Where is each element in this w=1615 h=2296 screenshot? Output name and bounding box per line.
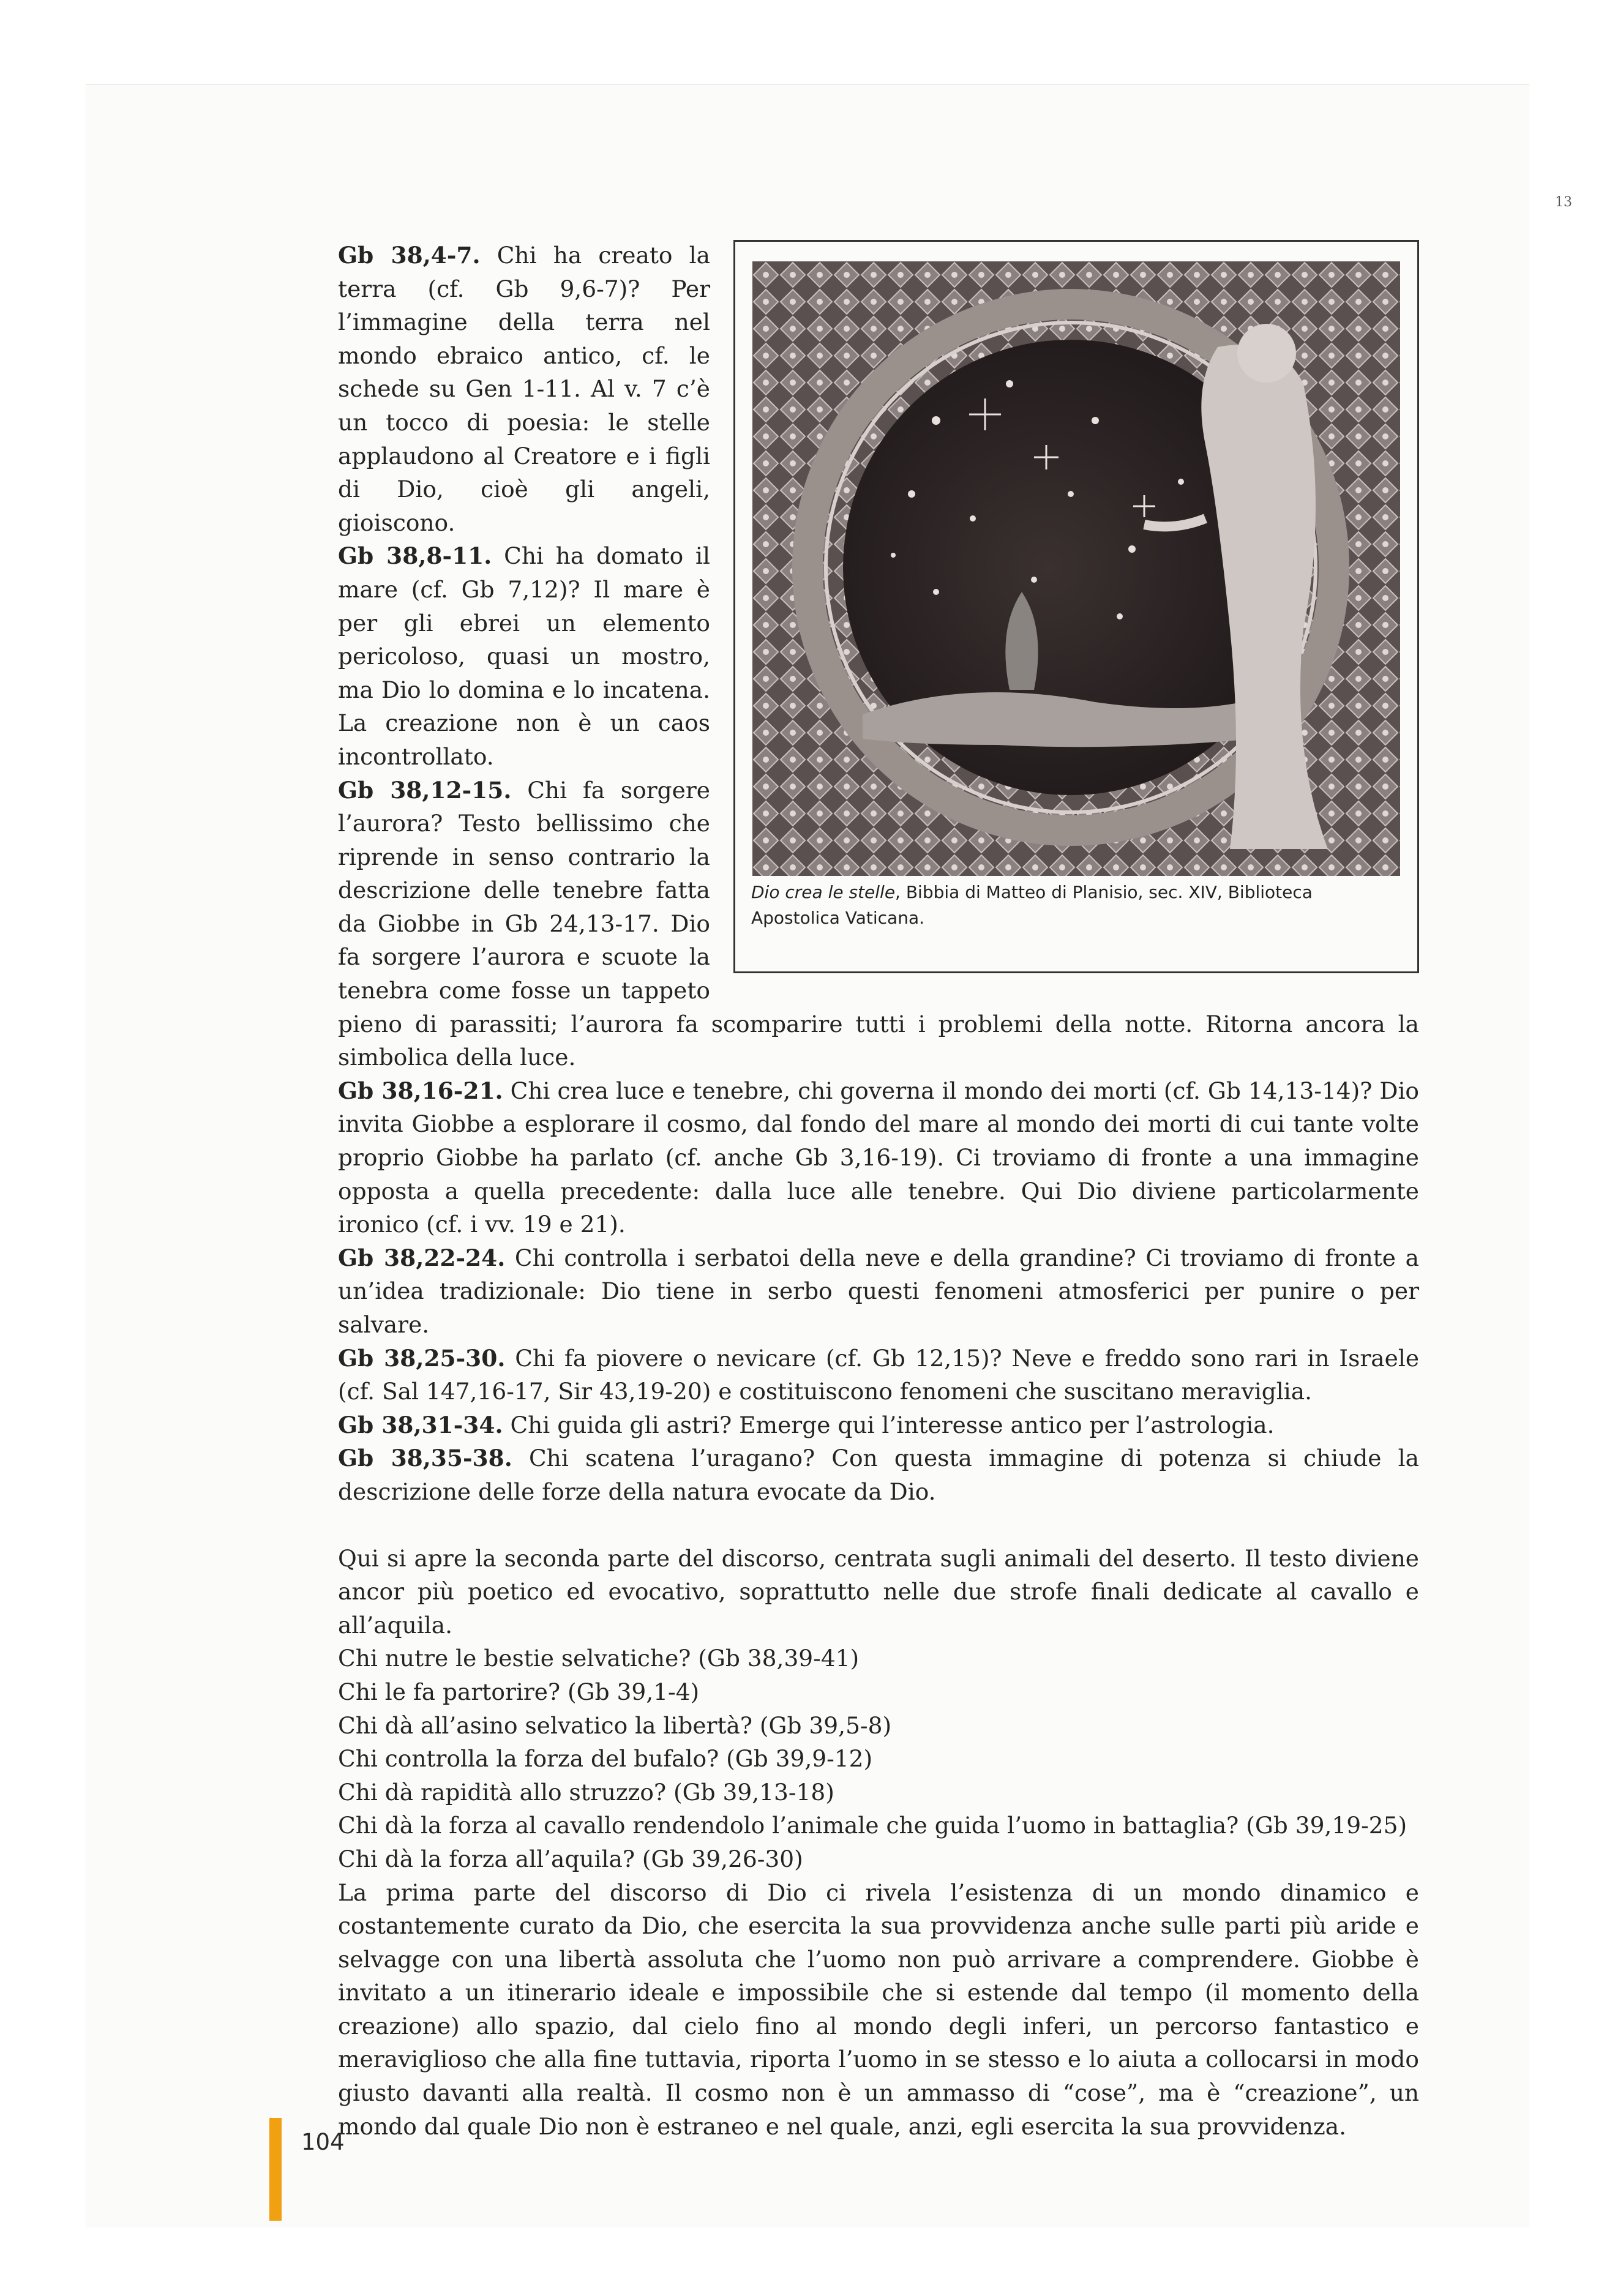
intro-animals-paragraph: Qui si apre la seconda parte del discorso, centrata sugli animali del deserto. Il testo diviene ancor più poetico ed evocativo, soprattutto nelle due strofe finali dedicate al cavallo e all’aquila. <box>338 1544 1419 1639</box>
question-item: Chi controlla la forza del bufalo? (Gb 39,9-12) <box>338 1745 873 1773</box>
section-text: Chi crea luce e tenebre, chi governa il mondo dei morti (cf. Gb 14,13-14)? Dio invita Giobbe a esplorare il cosmo, dal fondo del mare al mondo dei morti di cui tante volte proprio Giobbe ha parlato (cf. anche Gb 3,16-19). Ci troviamo di fronte a una immagine opposta a quella precedente: dalla luce alle tenebre. Qui Dio diviene particolarmente ironico (cf. i vv. 19 e 21). <box>338 1077 1420 1238</box>
question-item: Chi dà all’asino selvatico la libertà? (Gb 39,5-8) <box>338 1711 892 1739</box>
miniature-illustration <box>752 261 1400 876</box>
section-38-31-34 <box>338 1408 1419 1442</box>
section-38-22-24 <box>338 1241 1419 1342</box>
question-item: Chi dà rapidità allo struzzo? (Gb 39,13-18) <box>338 1778 834 1806</box>
verse-ref: Gb 38,16-21. <box>338 1077 503 1104</box>
verse-ref: Gb 38,22-24. <box>338 1244 506 1271</box>
caption-title: Dio crea le stelle <box>751 882 896 902</box>
figure-caption <box>751 880 1404 931</box>
verse-ref: Gb 38,35-38. <box>338 1445 512 1472</box>
section-38-35-38 <box>338 1442 1419 1508</box>
section-text: Chi guida gli astri? Emerge qui l’interesse antico per l’astrologia. <box>503 1411 1275 1438</box>
section-text: Chi scatena l’uragano? Con questa immagine di potenza si chiude la descrizione delle forze della natura evocate da Dio. <box>338 1445 1419 1505</box>
section-38-25-30 <box>338 1342 1419 1408</box>
article-body <box>338 239 1419 2143</box>
verse-ref: Gb 38,12-15. <box>338 776 512 804</box>
section-text: Chi fa piovere o nevicare (cf. Gb 12,15)? Neve e freddo sono rari in Israele (cf. Sal 147,16-17, Sir 43,19-20) e costituiscono fenomeni che suscitano meraviglia. <box>338 1344 1420 1405</box>
verse-ref: Gb 38,31-34. <box>338 1411 503 1438</box>
question-item: Chi dà la forza all’aquila? (Gb 39,26-30) <box>338 1845 803 1872</box>
corner-page-number: 13 <box>1555 195 1572 210</box>
section-text: Chi ha domato il mare (cf. Gb 7,12)? Il mare è per gli ebrei un elemento pericoloso, quasi un mostro, ma Dio lo domina e lo incatena. La creazione non è un caos incontrollato. <box>338 542 710 770</box>
section-text: Chi controlla i serbatoi della neve e della grandine? Ci troviamo di fronte a un’idea tradizionale: Dio tiene in serbo questi fenomeni atmosferici per punire o per salvare. <box>338 1244 1419 1338</box>
illustration-figure <box>733 240 1419 973</box>
section-38-16-21 <box>338 1074 1419 1241</box>
question-item: Chi dà la forza al cavallo rendendolo l’animale che guida l’uomo in battaglia? (Gb 39,19-25) <box>338 1812 1407 1839</box>
conclusion-paragraph: La prima parte del discorso di Dio ci rivela l’esistenza di un mondo dinamico e costantemente curato da Dio, che esercita la sua provvidenza anche sulle parti più aride e selvagge con una libertà assoluta che l’uomo non può arrivare a comprendere. Giobbe è invitato a un itinerario ideale e impossibile che si estende dal tempo (il momento della creazione) allo spazio, dal cielo fino al mondo degli inferi, un percorso fantastico e meraviglioso che alla fine tuttavia, riporta l’uomo in se stesso e lo aiuta a collocarsi in modo giusto davanti alla realtà. Il cosmo non è un ammasso di “cose”, ma è “creazione”, un mondo dal quale Dio non è estraneo e nel quale, anzi, egli esercita la sua provvidenza. <box>338 1879 1419 2140</box>
page-number: 104 <box>301 2129 345 2155</box>
verse-ref: Gb 38,25-30. <box>338 1344 506 1372</box>
question-item: Chi le fa partorire? (Gb 39,1-4) <box>338 1678 700 1705</box>
question-item: Chi nutre le bestie selvatiche? (Gb 38,39-41) <box>338 1645 860 1672</box>
folio-accent-bar <box>269 2118 282 2221</box>
caption-details: , Bibbia di Matteo di Planisio, sec. XIV, Biblioteca Apostolica Vaticana. <box>751 882 1313 928</box>
verse-ref: Gb 38,8-11. <box>338 542 492 570</box>
section-text: Chi ha creato la terra (cf. Gb 9,6-7)? Per l’immagine della terra nel mondo ebraico antico, cf. le schede su Gen 1-11. Al v. 7 c’è un tocco di poesia: le stelle applaudono al Creatore e i figli di Dio, cioè gli angeli, gioiscono. <box>338 242 710 536</box>
section-text: Chi fa sorgere l’aurora? Testo bellissimo che riprende in senso contrario la descrizione delle tenebre fatta da Giobbe in Gb 24,13-17. Dio fa sorgere l’aurora e scuote la tenebra come fosse un tappeto pieno di parassiti; l’aurora fa scomparire tutti i problemi della notte. Ritorna ancora la simbolica della luce. <box>338 776 1419 1071</box>
verse-ref: Gb 38,4-7. <box>338 242 481 269</box>
